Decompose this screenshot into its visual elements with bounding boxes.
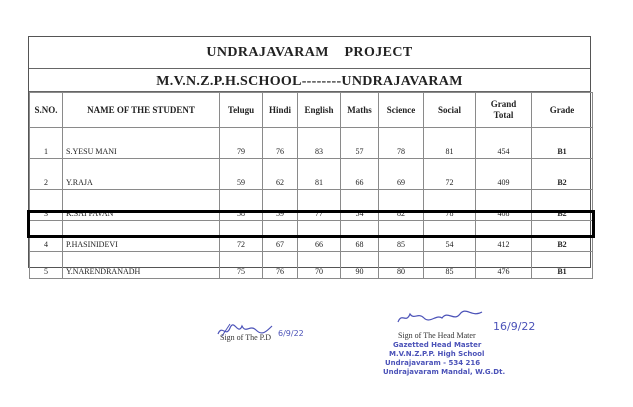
cell-social: 85 — [424, 252, 476, 279]
cell-english: 83 — [298, 128, 341, 159]
stamp-line: Undrajavaram - 534 216 — [385, 359, 481, 367]
cell-name: P.HASINIDEVI — [63, 221, 220, 252]
cell-social: 81 — [424, 128, 476, 159]
cell-english: 77 — [298, 190, 341, 221]
table-row — [30, 252, 593, 279]
cell-hindi: 76 — [263, 252, 298, 279]
stamp-line: M.V.N.Z.P.P. High School — [389, 350, 485, 358]
col-social: Social — [424, 93, 476, 128]
cell-hindi: 67 — [263, 221, 298, 252]
cell-name: S.YESU MANI — [63, 128, 220, 159]
cell-english: 66 — [298, 221, 341, 252]
pd-sign-label: Sign of The P.D — [220, 333, 271, 342]
cell-science: 82 — [379, 190, 424, 221]
table-row — [30, 159, 593, 190]
cell-sno: 4 — [30, 221, 63, 252]
cell-telugu: 72 — [220, 221, 263, 252]
cell-science: 80 — [379, 252, 424, 279]
col-name: NAME OF THE STUDENT — [63, 93, 220, 128]
cell-name: Y.RAJA — [63, 159, 220, 190]
cell-grade: B1 — [532, 128, 593, 159]
col-grand-total: Grand Total — [476, 93, 532, 128]
cell-grade: B2 — [532, 190, 593, 221]
marks-table — [29, 92, 593, 279]
cell-total: 476 — [476, 252, 532, 279]
hm-signature-scribble — [396, 306, 486, 328]
cell-maths: 54 — [341, 190, 379, 221]
row-highlight-box — [27, 210, 595, 238]
cell-science: 85 — [379, 221, 424, 252]
cell-maths: 66 — [341, 159, 379, 190]
col-science: Science — [379, 93, 424, 128]
table-header-row — [30, 93, 593, 128]
cell-grade: B2 — [532, 159, 593, 190]
col-english: English — [298, 93, 341, 128]
cell-total: 409 — [476, 159, 532, 190]
cell-science: 69 — [379, 159, 424, 190]
cell-social: 72 — [424, 159, 476, 190]
project-title: UNDRAJAVARAM PROJECT — [29, 37, 590, 69]
cell-maths: 90 — [341, 252, 379, 279]
school-title: M.V.N.Z.P.H.SCHOOL--------UNDRAJAVARAM — [29, 68, 590, 92]
cell-sno: 3 — [30, 190, 63, 221]
stamp-line: Gazetted Head Master — [393, 341, 482, 349]
cell-social: 54 — [424, 221, 476, 252]
cell-science: 78 — [379, 128, 424, 159]
col-hindi: Hindi — [263, 93, 298, 128]
cell-sno: 2 — [30, 159, 63, 190]
stamp-line: Undrajavaram Mandal, W.G.Dt. — [383, 368, 506, 376]
cell-name: K.SAI PAVAN — [63, 190, 220, 221]
col-sno: S.NO. — [30, 93, 63, 128]
cell-total: 408 — [476, 190, 532, 221]
col-telugu: Telugu — [220, 93, 263, 128]
cell-telugu: 59 — [220, 159, 263, 190]
head-master-stamp — [383, 341, 505, 377]
cell-maths: 68 — [341, 221, 379, 252]
cell-grade: B2 — [532, 221, 593, 252]
cell-hindi: 62 — [263, 159, 298, 190]
cell-social: 78 — [424, 190, 476, 221]
cell-grade: B1 — [532, 252, 593, 279]
cell-hindi: 59 — [263, 190, 298, 221]
cell-total: 412 — [476, 221, 532, 252]
hm-sign-label: Sign of The Head Mater — [398, 331, 476, 340]
cell-sno: 5 — [30, 252, 63, 279]
cell-english: 70 — [298, 252, 341, 279]
cell-telugu: 79 — [220, 128, 263, 159]
cell-maths: 57 — [341, 128, 379, 159]
table-row — [30, 128, 593, 159]
cell-name: Y.NARENDRANADH — [63, 252, 220, 279]
hm-sign-date: 16/9/22 — [493, 320, 536, 333]
cell-total: 454 — [476, 128, 532, 159]
pd-sign-date: 6/9/22 — [278, 329, 304, 338]
cell-sno: 1 — [30, 128, 63, 159]
cell-telugu: 75 — [220, 252, 263, 279]
cell-hindi: 76 — [263, 128, 298, 159]
cell-english: 81 — [298, 159, 341, 190]
col-maths: Maths — [341, 93, 379, 128]
col-grade: Grade — [532, 93, 593, 128]
cell-telugu: 58 — [220, 190, 263, 221]
